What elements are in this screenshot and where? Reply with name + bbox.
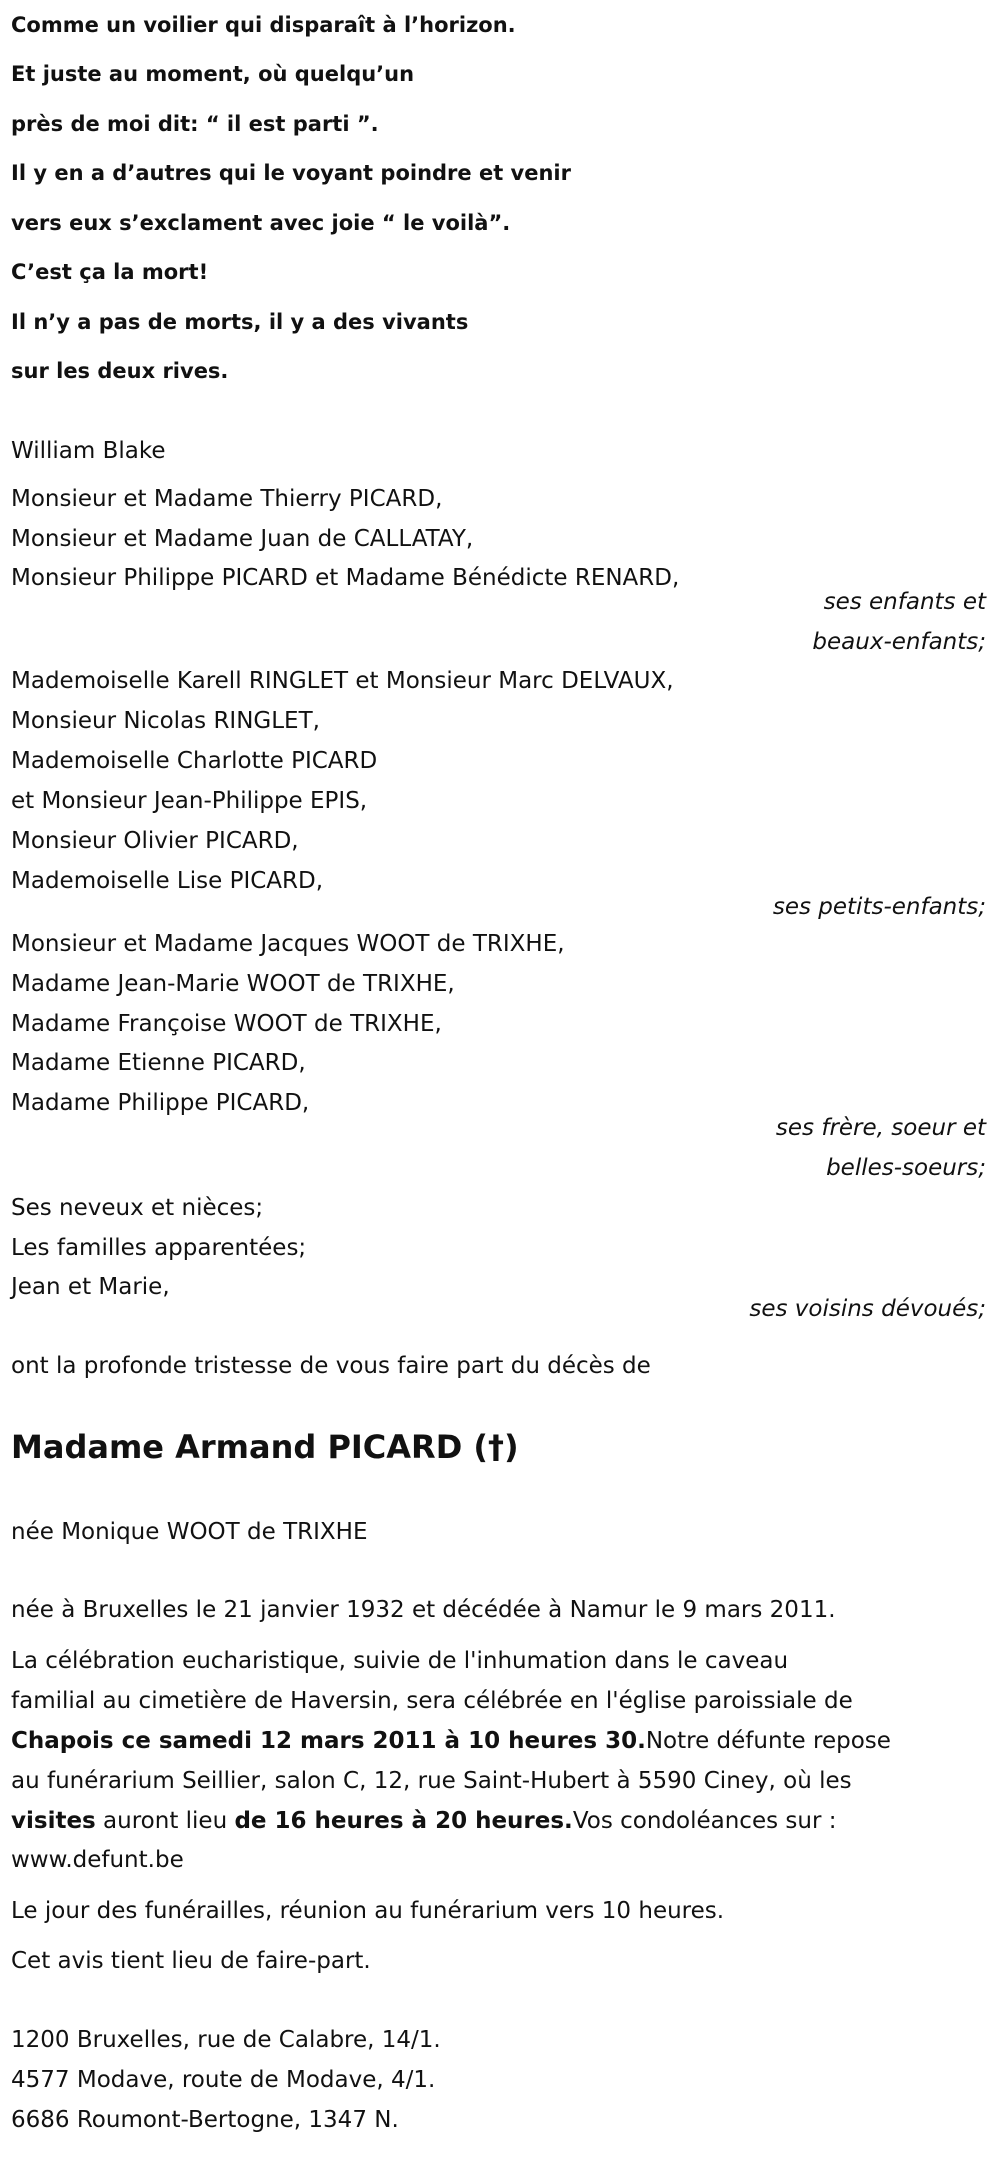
poem-line: vers eux s’exclament avec joie “ le voilà”.	[11, 211, 511, 235]
poem-line: Il n’y a pas de morts, il y a des vivants	[11, 310, 469, 334]
family-member: Ses neveux et nièces;	[11, 1195, 264, 1221]
family-member: Madame Françoise WOOT de TRIXHE,	[11, 1011, 442, 1037]
ceremony-date: Chapois ce samedi 12 mars 2011 à 10 heures 30.	[11, 1728, 646, 1754]
announcement: ont la profonde tristesse de vous faire part du décès de	[11, 1353, 651, 1379]
family-member: Mademoiselle Karell RINGLET et Monsieur Marc DELVAUX,	[11, 668, 674, 694]
family-member: Monsieur et Madame Thierry PICARD,	[11, 486, 443, 512]
poem-line: Comme un voilier qui disparaît à l’horizon.	[11, 13, 516, 37]
poem-line: Et juste au moment, où quelqu’un	[11, 62, 415, 86]
family-member: Monsieur Philippe PICARD et Madame Bénédicte RENARD,	[11, 565, 680, 591]
ceremony-text: auront lieu	[95, 1808, 235, 1834]
ceremony-line: La célébration eucharistique, suivie de l'inhumation dans le caveau	[11, 1648, 789, 1674]
poem-line: près de moi dit: “ il est parti ”.	[11, 112, 379, 136]
visit-hours: de 16 heures à 20 heures.	[234, 1808, 573, 1834]
visits-label: visites	[11, 1808, 96, 1834]
ceremony-text: Notre défunte repose	[645, 1728, 891, 1754]
poem-line: sur les deux rives.	[11, 359, 229, 383]
ceremony-line: au funérarium Seillier, salon C, 12, rue Saint-Hubert à 5590 Ciney, où les	[11, 1768, 852, 1794]
ceremony-line	[11, 1721, 891, 1761]
relation-label: belles-soeurs;	[826, 1155, 986, 1181]
relation-label: beaux-enfants;	[812, 629, 986, 655]
family-member: Madame Philippe PICARD,	[11, 1090, 310, 1116]
relation-label: ses enfants et	[823, 589, 986, 615]
relation-label: ses petits-enfants;	[772, 894, 986, 920]
family-member: Monsieur Nicolas RINGLET,	[11, 708, 320, 734]
ceremony-text: Vos condoléances sur :	[572, 1808, 837, 1834]
family-member: Les familles apparentées;	[11, 1235, 307, 1261]
family-member: Mademoiselle Charlotte PICARD	[11, 748, 378, 774]
address: 1200 Bruxelles, rue de Calabre, 14/1.	[11, 2027, 441, 2053]
poem-line: C’est ça la mort!	[11, 260, 209, 284]
family-member: Madame Jean-Marie WOOT de TRIXHE,	[11, 971, 455, 997]
address: 4577 Modave, route de Modave, 4/1.	[11, 2067, 436, 2093]
poem-line: Il y en a d’autres qui le voyant poindre et venir	[11, 161, 571, 185]
family-member: et Monsieur Jean-Philippe EPIS,	[11, 788, 368, 814]
relation-label: ses frère, soeur et	[775, 1115, 986, 1141]
gathering-info: Le jour des funérailles, réunion au funérarium vers 10 heures.	[11, 1898, 725, 1924]
website-link[interactable]: www.defunt.be	[11, 1847, 184, 1873]
address: 6686 Roumont-Bertogne, 1347 N.	[11, 2107, 399, 2133]
maiden-name: née Monique WOOT de TRIXHE	[11, 1519, 368, 1545]
family-member: Madame Etienne PICARD,	[11, 1050, 306, 1076]
poem-author: William Blake	[11, 438, 166, 464]
family-member: Jean et Marie,	[11, 1274, 170, 1300]
family-member: Monsieur et Madame Jacques WOOT de TRIXHE,	[11, 931, 565, 957]
relation-label: ses voisins dévoués;	[749, 1296, 986, 1322]
family-member: Monsieur et Madame Juan de CALLATAY,	[11, 526, 474, 552]
ceremony-line: familial au cimetière de Haversin, sera célébrée en l'église paroissiale de	[11, 1688, 853, 1714]
birth-death: née à Bruxelles le 21 janvier 1932 et décédée à Namur le 9 mars 2011.	[11, 1597, 836, 1623]
family-member: Mademoiselle Lise PICARD,	[11, 868, 324, 894]
deceased-name: Madame Armand PICARD (†)	[11, 1428, 519, 1466]
ceremony-line	[11, 1801, 836, 1841]
notice: Cet avis tient lieu de faire-part.	[11, 1948, 371, 1974]
family-member: Monsieur Olivier PICARD,	[11, 828, 299, 854]
